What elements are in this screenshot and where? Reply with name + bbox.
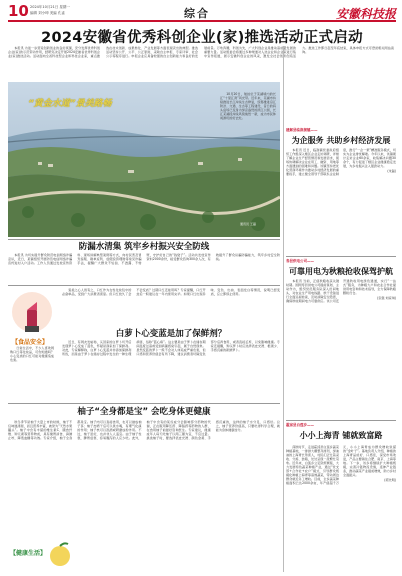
section-divider [8, 403, 280, 404]
article-body [286, 279, 396, 419]
article-headline: 小小上海青 铺就致富路 [299, 431, 383, 440]
issue-date: 2024年10月21日 星期一 [30, 5, 70, 9]
section-divider [8, 285, 280, 286]
health-illustration [46, 540, 74, 568]
column-divider [283, 46, 284, 572]
newspaper-logo: 安徽科技报 [335, 7, 396, 21]
pomelo-icon [46, 540, 74, 568]
right-mid-article [286, 259, 396, 419]
section-divider [286, 256, 396, 257]
right-low-article-body [286, 445, 396, 571]
lipstick-article-body [62, 288, 280, 325]
page-number: 10 [8, 2, 29, 20]
photo-caption [220, 92, 276, 197]
food-intro [10, 346, 54, 401]
editors-line: 编辑 刘小坤 美编 孔雀 [30, 11, 65, 15]
article-credit: (郭先明) [384, 477, 396, 482]
radish-article-body [62, 340, 280, 402]
photo-caption-text: 10月20日，航拍位于芜湖境内的长江“十里江湾”风光带。近年来，芜湖市持续推进长江岸线生态修复，统筹推进沿江防洪、交通、生态等工程建设，昔日的码头货场已变身为绿意盎然的滨江公园，长江芜湖段岸线风貌焕然一新，成为市民休闲游玩的好去处。 [220, 92, 276, 120]
lead-article-body [8, 46, 394, 80]
health-life-tag: 【健康生活】 [10, 550, 47, 557]
food-safety-illustration [10, 290, 54, 338]
pomelo-article-text: 秋冬季节是柚子大量上市的时候，柚子不仅味道清甜，而且营养丰富，被誉为“天然水果罐头”。柚子中含有丰富的维生素C、膳食纤维、钾元素等营养物质，具有健胃消食、润肺止咳、降低血糖等功效。专家介绍，柚子全身都是宝。柚子肉可以直接食用，也可以做成柚子茶；柚子皮晒干后可以煮水喝，有理气化痰的作用；柚子核可以泡酒或研磨成粉外用。不过，柚子虽好，也并非人人适宜。由于柚子性寒，脾胃虚寒、容易腹泻的人应少吃。此外，柚子中含有的某些成分会影响部分药物的代谢，正在服用降压药、降脂药等药物的人群，在食用柚子前最好咨询医生。专家建议，健康成年人每天吃柚子以两三瓣为宜，不宜过量。挑选柚子时，要选择表皮光滑、颜色金黄、手感沉重的，这样的柚子水分足、口感好。总之，柚子营养价值高，只要吃得科学合理，就能为身体健康加分。 [8, 420, 280, 440]
photo-credit: 通讯员 王磊 [240, 222, 256, 226]
article-tag: 建邺县临涣街镇—— [286, 128, 318, 132]
lipstick-icon [10, 290, 54, 338]
fraud-headline: 防漏水清集 筑牢乡村振兴安全防线 [78, 242, 210, 252]
section-name: 综合 [184, 7, 210, 20]
section-divider [286, 420, 396, 421]
food-intro-text: 日常生活中，不少人喜欢网购口红等化妆品，可你知道吗？小心变质的口红可能对健康造成危害。 [10, 346, 54, 362]
article-headline: 为企服务 共助乡村经济发展 [291, 136, 391, 145]
photo-feature [8, 82, 280, 237]
article-credit: (张强 刘家琪) [377, 295, 396, 300]
right-low-article [286, 423, 396, 443]
radish-article-text: 近日，有网友发帖称，买回家的白萝卜切开后发现萝卜心变成了蓝色，怀疑是商家加了保鲜剂。对此，专家解释称，白萝卜心变蓝并非添加保鲜剂所致，而是由于萝卜在储存过程中发生的一种生理病害，俗称“蓝心病”。这主要是由于萝卜在储存期间温度过高或受到病菌感染引起，属于自然现象。虽然变蓝的萝卜一般不会对人体造成严重危害，但口感和营养价值会有所下降，建议消费者切除变色部分后再食用，或者直接丢弃，以免影响健康。专家还提醒，购买萝卜时应选择表皮光滑、根须少、手感沉重的新鲜萝卜。 [62, 340, 280, 356]
pomelo-headline: 柚子“全身都是宝” 会吃身体更健康 [77, 407, 211, 417]
pomelo-article-body [8, 420, 280, 544]
article-headline: 可靠用电为秋粮抢收保驾护航 [289, 267, 393, 276]
main-headline: 2024安徽省优秀科创企业(家)推选活动正式启动 [41, 30, 363, 46]
photo-title: “黄金水道”景美路畅 [28, 99, 112, 109]
masthead [8, 4, 396, 22]
fraud-article-body [8, 253, 280, 281]
article-tag: 霍邱县白莲乡—— [286, 423, 314, 427]
radish-headline: 白萝卜心变蓝是加了保鲜剂？ [115, 329, 227, 339]
article-tag: 寿县供电公司—— [286, 259, 314, 263]
article-credit: (朱磊) [387, 168, 396, 173]
lipstick-article-text: 爱美之心人皆有之，口红作为女性化妆包中的必备单品，受到广大消费者喜爱。但口红放久了会不会变质？过期口红还能用吗？专家提醒，口红开封后一般建议在一年内使用完毕。如果口红出现异味、变色、出油、表面发白等情况，说明已经变质，应立即停止使用。 [62, 288, 280, 296]
article-body-text: 深秋时节，走进霍邱县白莲乡蔬菜种植基地，一排排大棚整齐排列，绿油油的上海青长势喜人，村民们正忙着采收、分拣、装箱，处处呈现一派繁忙景象。近年来，白莲乡立足资源禀赋，大力发展特色蔬菜种植产业，通过“党支部+合作社+农户”模式，引导群众规模化种植上海青等高效蔬菜，带动周边群众就近务工增收。目前，全乡蔬菜种植面积已达2000余亩，年产值超千万元，小小上海青成为群众增收致富的“金叶子”。基地负责人介绍，种植的上海青品质好、口感佳，深受市场欢迎，产品主要销往合肥、南京、上海等地。下一步，该乡将继续扩大种植规模，完善冷链物流设施，延伸产业链条，推动蔬菜产业提质增效，助力乡村全面振兴。 [286, 445, 396, 485]
right-top-article [286, 128, 396, 254]
fraud-article-text: 本报讯 为切实提升群众防范电信网络诈骗意识，近日，某镇组织开展防范电信网络诈骗宣传进村入户活动。工作人员通过发放宣传资料、现场讲解典型案例等方式，向村民普及冒充客服、刷单返利、虚假投资理财等常见诈骗手法，提醒广大群众不轻信、不透露、不转账，守护好自己的“钱袋子”。活动共发放宣传资料2000余份，接受群众咨询300余人次，有效提升了群众识骗防骗能力，筑牢乡村安全防线。 [8, 253, 280, 265]
article-body-text: 本报讯 近日，临涣镇党委政府组织工作组深入辖区企业走访调研，详细了解企业生产经营情况和发展需求，现场协调解决企业在用工、融资、用地等方面遇到的困难和问题。该镇坚持把优化营商环境作为推动乡村经济发展的重要抓手，建立健全领导干部联系企业制度，推行“一企一策”精准服务模式，切实为企业排忧解难。今年以来，该镇累计走访企业60余家，收集解决问题30余个，有力促进了辖区企业健康稳定发展，为乡村振兴注入强劲动力。 [286, 148, 396, 176]
article-body-text: 本报讯 当前，正值秋粮收获关键时期。国网寿县供电公司提前谋划、主动作为，组织党员服务队深入田间地头，对农业生产用电线路、烘干设备进行全面巡视检查，及时消除安全隐患，确保秋收期间电力可靠供应。该公司还开通秋收用电绿色通道，实行“一站式”服务，为种粮大户和农业合作社提供用电咨询和技术指导，全力保障秋粮颗粒归仓。 [286, 279, 396, 303]
article-body [286, 148, 396, 254]
food-safety-tag: 【食品安全】 [12, 339, 49, 346]
lead-article-text: 本报讯 为进一步营造创新创业的良好氛围，充分发挥优秀科创企业(家)的示范带动作用，经研究决定开展2024安徽省优秀科创企业(家)推选活动。活动面向全省科技型企业和科技企业家，重点推选在技术创新、成果转化、产业发展等方面表现突出的典型。推选活动坚持公开、公平、公正原则，采取自主申报、专家评审、社会公示等程序进行。申报企业应具备较强的自主创新能力和良好的发展前景。万象奔腾，科创为先，广大科创企业是推动高质量发展的重要力量。活动组委会将通过多种渠道对入选企业和企业家进行集中宣传报道，展示安徽科创企业的风采，激发全社会创新创造活力。推选工作即日起至年底结束，具体申报方式可登录相关网站查询。 [8, 46, 394, 58]
